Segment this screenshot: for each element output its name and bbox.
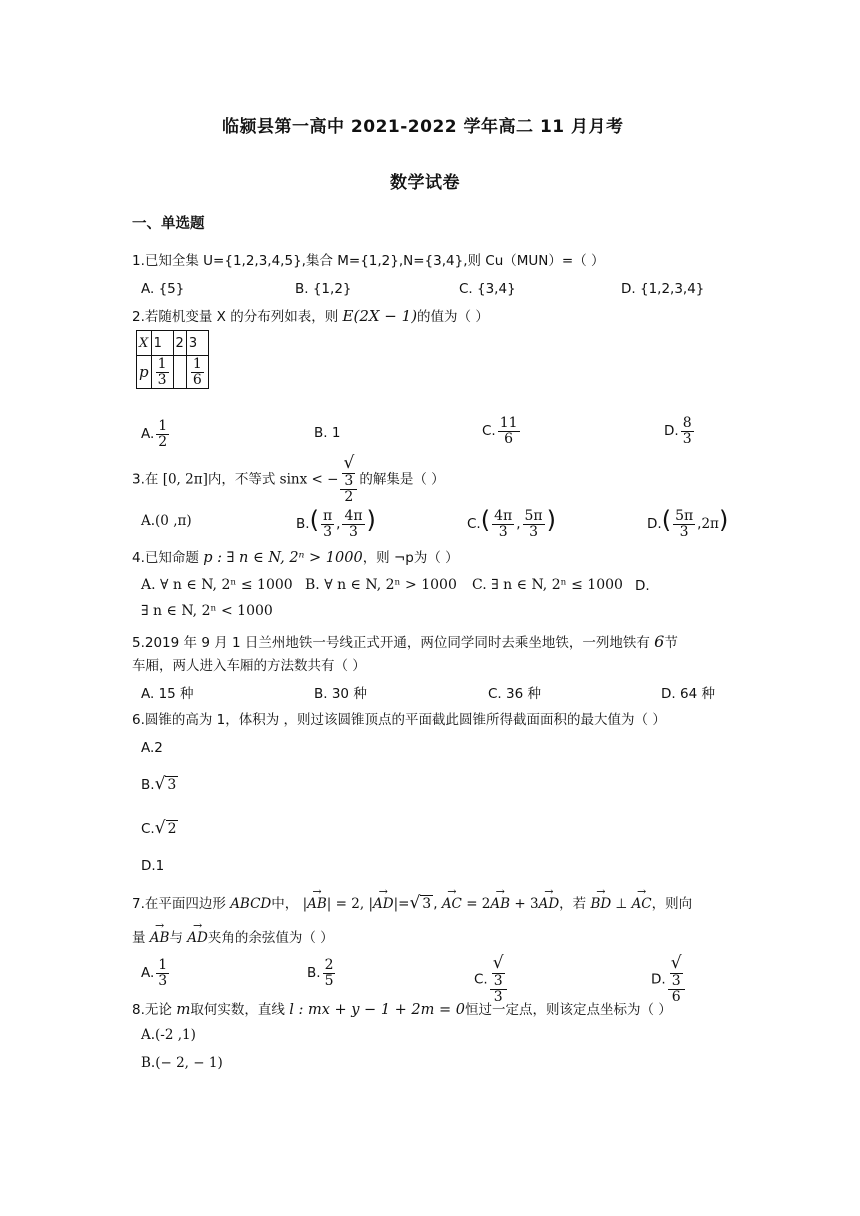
q7-line2: 量 → AB与 → AD夹角的余弦值为（ ）: [132, 930, 334, 946]
fraction: $\frac{1}{3}$: [157, 356, 167, 388]
q1-option-b: B. {1,2}: [295, 281, 352, 297]
q5-line2: 车厢，两人进入车厢的方法数共有（ ）: [132, 658, 366, 674]
table-cell: 1: [151, 331, 173, 356]
q4-proposition: p : ∃ n ∈ N, 2ⁿ > 1000: [203, 550, 363, 566]
q3-option-d: D.( $\frac{5\pi}{3}$ ,2π): [647, 506, 729, 540]
exam-subtitle: 数学试卷: [390, 173, 460, 193]
q8-line-equation: l : mx + y − 1 + 2m = 0: [289, 1002, 465, 1018]
q3-interval: [0, 2π]: [162, 471, 208, 488]
fraction: √ 3 2: [340, 455, 357, 504]
q6-option-c: C.√ 2: [141, 818, 177, 838]
q2-stem: [132, 307, 489, 325]
q5-option-b: B. 30 种: [314, 686, 367, 702]
q7-option-d: D. √ 3 6: [651, 955, 687, 1004]
q8-stem: 8.无论 m取何实数，直线 l : mx + y − 1 + 2m = 0恒过一定点，则该定点坐标为（ ）: [132, 1000, 672, 1018]
fraction: $\frac{11}{6}$: [499, 415, 518, 447]
table-cell: [186, 356, 208, 389]
q4-stem: 4.已知命题 p : ∃ n ∈ N, 2ⁿ > 1000，则 ¬p为（ ）: [132, 550, 459, 566]
q4-option-c: C. ∃ n ∈ N, 2ⁿ ≤ 1000: [472, 577, 623, 593]
q4-option-b: B. ∀ n ∈ N, 2ⁿ > 1000: [305, 577, 457, 593]
q6-option-d: D.1: [141, 858, 165, 874]
q3-inequality: sinx < −: [279, 471, 339, 488]
fraction: $\frac{1}{6}$: [192, 356, 202, 388]
q1-option-c: C. {3,4}: [459, 281, 516, 297]
q2-option-a: A. $\frac{1}{2}$: [141, 418, 168, 450]
q7-line1: 7.在平面四边形 ABCD中， |→ AB| = 2, |→ AD|=√ 3 , → AC = 2→ AB + 3→ AD，若 → BD ⊥ → AC，则向: [132, 893, 692, 913]
q3-stem: 3.在 [0, 2π]内，不等式 sinx < − √ 3 2 的解集是（ ）: [132, 453, 445, 505]
distribution-table: [136, 330, 209, 389]
q3-option-b: B.( $\frac{\pi}{3}$ , $\frac{4\pi}{3}$ ): [296, 506, 376, 540]
fraction: $\frac{8}{3}$: [682, 415, 692, 447]
q3-option-c: C.( $\frac{4\pi}{3}$ , $\frac{5\pi}{3}$ ): [467, 506, 556, 540]
q5-option-d: D. 64 种: [661, 686, 715, 702]
table-cell: [151, 356, 173, 389]
q4-option-d: D.: [635, 578, 650, 594]
table-cell: p: [137, 356, 152, 389]
q6-stem: 6.圆锥的高为 1，体积为 ，则过该圆锥顶点的平面截此圆锥所得截面面积的最大值为（ ）: [132, 712, 666, 728]
q8-option-a: A.(-2 ,1): [141, 1027, 196, 1043]
table-cell: [173, 356, 186, 389]
q4-option-d-expr: ∃ n ∈ N, 2ⁿ < 1000: [141, 603, 273, 619]
table-cell: 2: [173, 331, 186, 356]
q6-option-a: A.2: [141, 740, 163, 756]
q5-line1: 5.2019 年 9 月 1 日兰州地铁一号线正式开通，两位同学同时去乘坐地铁，一列地铁有 6节: [132, 632, 678, 651]
q2-stem-pre: 2.若随机变量 X 的分布列如表，则: [132, 309, 339, 325]
q1-option-a: A. {5}: [141, 281, 185, 297]
q6-option-b: B.√ 3: [141, 774, 177, 794]
q2-stem-post: 的值为（ ）: [417, 309, 489, 325]
q2-expr: E(2X − 1): [342, 307, 418, 325]
q1-option-d: D. {1,2,3,4}: [621, 281, 705, 297]
fraction: $\frac{1}{2}$: [158, 418, 168, 450]
q7-option-b: B. $\frac{2}{5}$: [307, 957, 334, 989]
q1-stem: 1.已知全集 U={1,2,3,4,5},集合 M={1,2},N={3,4},则 Cu（MUN）=（ ）: [132, 253, 605, 269]
section-heading: 一、单选题: [132, 216, 205, 232]
q2-option-c: C. $\frac{11}{6}$: [482, 415, 518, 447]
q2-option-b: B. 1: [314, 425, 341, 441]
q5-option-c: C. 36 种: [488, 686, 541, 702]
q7-option-a: A. $\frac{1}{3}$: [141, 957, 168, 989]
exam-title: 临颍县第一高中 2021-2022 学年高二 11 月月考: [222, 117, 624, 137]
q4-option-a: A. ∀ n ∈ N, 2ⁿ ≤ 1000: [141, 577, 293, 593]
q8-option-b: B.(− 2, − 1): [141, 1055, 223, 1071]
q5-option-a: A. 15 种: [141, 686, 194, 702]
q3-option-a: A.(0 ,π): [141, 513, 192, 529]
q2-option-d: D. $\frac{8}{3}$: [664, 415, 692, 447]
table-cell: 3: [186, 331, 208, 356]
q7-option-c: C. √ 3 3: [474, 955, 509, 1004]
table-cell: X: [137, 331, 152, 356]
